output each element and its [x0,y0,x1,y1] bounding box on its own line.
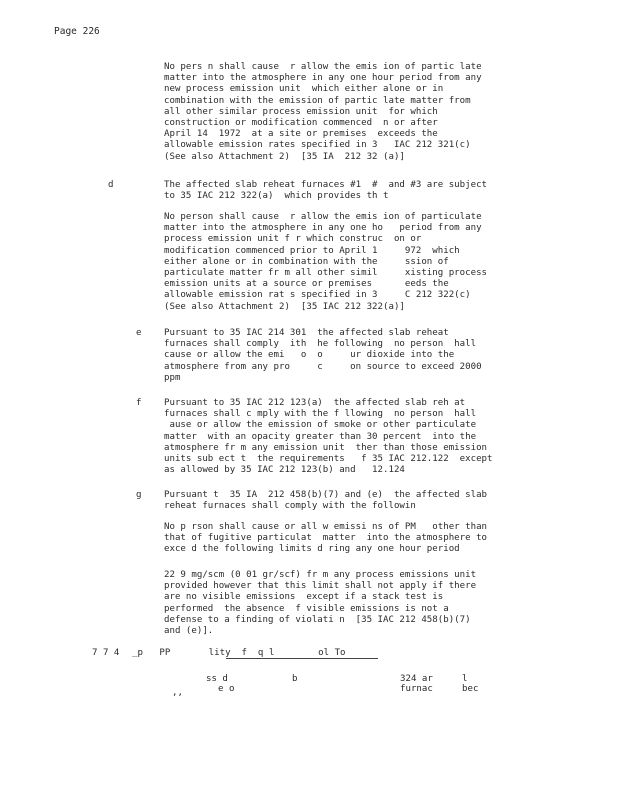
heading-underline [226,658,378,659]
item-e-text: Pursuant to 35 IAC 214 301 the affected slab reheat furnaces shall comply ith he following no person hall cause or allow the emi o o ur dioxide into the atmosphere from any pro c on source to exceed 2000 ppm [164,328,482,383]
table-cell: ,, [172,688,183,698]
item-g-limit: 22 9 mg/scm (0 01 gr/scf) fr m any process emissions unit provided however that this limit shall not apply if there are no visible emissions except if a stack test is performed the absence f visible emissions is not a defense to a finding of violati n [35 IAC 212 458(b)(7) and (e)]. [164,570,477,637]
table-cell: l [462,674,468,684]
table-cell: bec [462,684,479,694]
table-cell: b [292,674,298,684]
item-d-quote: No person shall cause r allow the emis ion of particulate matter into the atmosphere in any one ho period from any process emission unit f r which construc on or modification commenced prior to April 1 972 which either alone or in combination with the ssion of particulate matter fr m all other simil xisting process emission units at a source or premises eeds the allowable emission rat s specified in 3 C 212 322(c) (See also Attachment 2) [35 IAC 212 322(a)] [164,212,488,312]
table-cell: furnac [400,684,433,694]
item-g-intro: Pursuant t 35 IA 212 458(b)(7) and (e) the affected slab reheat furnaces shall comply with the followin [164,490,488,512]
item-marker-g: g [136,490,142,500]
item-marker-f: f [136,398,142,408]
paragraph-c-quote: No pers n shall cause r allow the emis ion of partic late matter into the atmosphere in any one hour period from any new process emission unit which either alone or in combination with the emission of partic late matter from all other similar process emission unit for which construction or modification commenced n or after April 14 1972 at a site or premises exceeds the allowable emission rates specified in 3 IAC 212 321(c) (See also Attachment 2) [35 IA 212 32 (a)] [164,62,482,162]
item-g-quote: No p rson shall cause or all w emissi ns of PM other than that of fugitive particulat matter into the atmosphere to exce d the following limits d ring any one hour period [164,522,488,555]
item-marker-e: e [136,328,142,338]
item-f-text: Pursuant to 35 IAC 212 123(a) the affected slab reh at furnaces shall c mply with the f llowing no person hall ause or allow the emission of smoke or other particulate matter with an opacity greater than 30 percent into the atmosphere fr m any emission unit ther than those emission units sub ect t the requirements f 35 IAC 212.122 except as allowed by 35 IAC 212 123(b) and 12.124 [164,398,493,476]
table-cell: 324 ar [400,674,433,684]
page-number: Page 226 [54,26,100,37]
item-marker-d: d [108,180,114,190]
table-cell: e o [218,684,235,694]
table-cell: ss d [206,674,228,684]
item-d-intro: The affected slab reheat furnaces #1 # and #3 are subject to 35 IAC 212 322(a) which provides th t [164,180,488,202]
section-number: 7 7 4 [92,648,120,658]
section-heading: _p PP lity f q l ol To [132,648,346,658]
